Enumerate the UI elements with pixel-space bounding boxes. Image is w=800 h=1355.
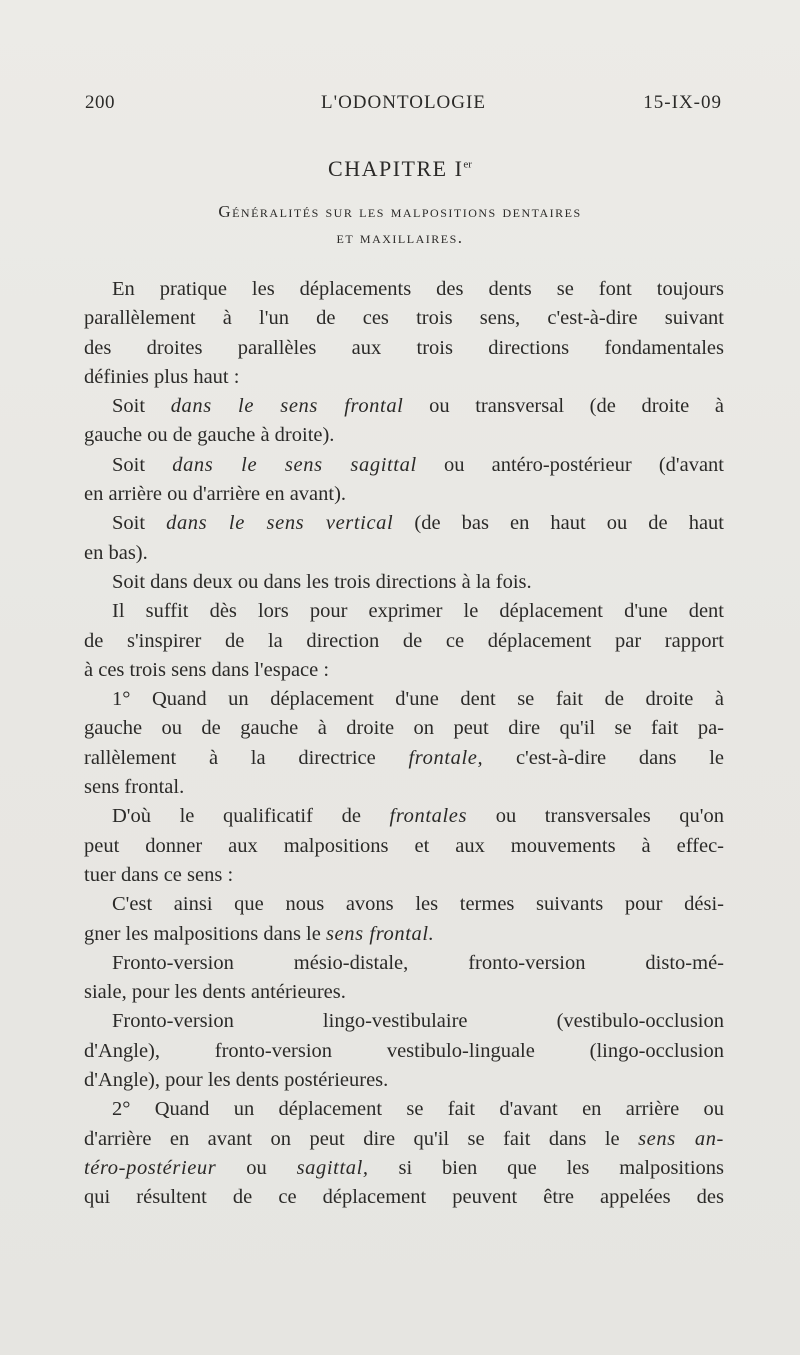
text-line [84, 920, 724, 949]
text-run: gauche ou de gauche à droite). [84, 424, 335, 447]
text-run: rallèlement à la directrice [84, 746, 409, 769]
text-run: si bien que les malpositions [368, 1156, 724, 1179]
text-line [84, 275, 724, 304]
text-run: (de bas en haut ou de haut [393, 512, 725, 535]
text-run: siale, pour les dents antérieures. [84, 981, 346, 1004]
text-line [84, 832, 724, 861]
text-line [84, 685, 724, 714]
text-line [84, 890, 724, 919]
text-run: Fronto-version lingo-vestibulaire (vestibulo-occlusion [112, 1010, 724, 1033]
text-run: peut donner aux malpositions et aux mouvements à effec- [84, 834, 724, 857]
text-line [84, 480, 724, 509]
chapter-subtitle-line2: et maxillaires. [336, 228, 464, 247]
text-run: ou antéro-postérieur (d'avant [416, 453, 724, 476]
text-line [84, 539, 724, 568]
text-line [84, 421, 724, 450]
text-run: ou [216, 1156, 297, 1179]
text-run: sens frontal. [84, 776, 185, 799]
italic-run: sens frontal. [325, 922, 435, 945]
text-run: ou transversales qu'on [467, 805, 724, 828]
issue-date: 15-IX-09 [643, 92, 722, 113]
text-line [84, 451, 724, 480]
text-run: C'est ainsi que nous avons les termes suivants pour dési- [112, 893, 724, 916]
text-line [84, 392, 724, 421]
italic-run: sens an- [638, 1127, 724, 1150]
italic-run: dans le sens frontal [170, 395, 404, 418]
text-run: Fronto-version mésio-distale, fronto-version disto-mé- [112, 951, 724, 974]
text-line [84, 1037, 724, 1066]
italic-run: dans le sens sagittal [172, 453, 417, 476]
text-line [84, 978, 724, 1007]
text-run: 2° Quand un déplacement se fait d'avant en arrière ou [112, 1098, 724, 1121]
text-line [84, 1095, 724, 1124]
text-line [84, 1066, 724, 1095]
text-run: D'où le qualificatif de [112, 805, 390, 828]
text-line [84, 1125, 724, 1154]
text-run: Il suffit dès lors pour exprimer le déplacement d'une dent [112, 600, 724, 623]
italic-run: téro-postérieur [84, 1156, 217, 1179]
italic-run: frontales [389, 805, 468, 828]
running-head [85, 92, 722, 116]
italic-run: sagittal, [296, 1156, 369, 1179]
text-line [84, 334, 724, 363]
text-run: de s'inspirer de la direction de ce déplacement par rapport [84, 629, 724, 652]
text-run: d'arrière en avant on peut dire qu'il se fait dans le [84, 1127, 639, 1150]
text-line [84, 509, 724, 538]
text-run: gner les malpositions dans le [84, 922, 326, 945]
chapter-title-text: CHAPITRE I [328, 156, 464, 181]
text-line [84, 627, 724, 656]
text-run: d'Angle), fronto-version vestibulo-linguale (lingo-occlusion [84, 1039, 724, 1062]
text-run: Soit [112, 395, 171, 418]
chapter-subtitle-line1: Généralités sur les malpositions dentaires [218, 202, 582, 221]
text-run: en bas). [84, 541, 148, 564]
text-line [84, 861, 724, 890]
text-line [84, 802, 724, 831]
text-line [84, 949, 724, 978]
text-run: en arrière ou d'arrière en avant). [84, 483, 347, 506]
text-run: d'Angle), pour les dents postérieures. [84, 1069, 389, 1092]
text-line [84, 363, 724, 392]
text-line [84, 597, 724, 626]
page-number: 200 [85, 92, 115, 113]
text-run: Soit [112, 512, 167, 535]
text-line [84, 304, 724, 333]
text-run: gauche ou de gauche à droite on peut dire qu'il se fait pa- [84, 717, 724, 740]
text-line [84, 1154, 724, 1183]
text-run: c'est-à-dire dans le [483, 746, 725, 769]
journal-title: L'ODONTOLOGIE [321, 92, 486, 113]
text-run: à ces trois sens dans l'espace : [84, 658, 330, 681]
text-run: qui résultent de ce déplacement peuvent être appelées des [84, 1186, 724, 1209]
chapter-title-sup: er [463, 158, 472, 171]
text-run: tuer dans ce sens : [84, 863, 234, 886]
text-line [84, 714, 724, 743]
italic-run: dans le sens vertical [166, 512, 394, 535]
text-line [84, 1183, 724, 1212]
text-run: Soit dans deux ou dans les trois directions à la fois. [112, 570, 532, 593]
text-run: Soit [112, 453, 173, 476]
text-line [84, 656, 724, 685]
chapter-title [0, 156, 800, 182]
text-run: parallèlement à l'un de ces trois sens, c'est-à-dire suivant [84, 307, 724, 330]
text-run: des droites parallèles aux trois directions fondamentales [84, 336, 724, 359]
text-run: définies plus haut : [84, 365, 240, 388]
text-line [84, 744, 724, 773]
text-run: ou transversal (de droite à [403, 395, 725, 418]
text-run: En pratique les déplacements des dents se font toujours [112, 278, 724, 300]
body-text [84, 275, 724, 1213]
text-line [84, 568, 724, 597]
italic-run: frontale, [408, 746, 484, 769]
text-run: 1° Quand un déplacement d'une dent se fait de droite à [112, 688, 724, 711]
text-line [84, 1007, 724, 1036]
text-line [84, 773, 724, 802]
